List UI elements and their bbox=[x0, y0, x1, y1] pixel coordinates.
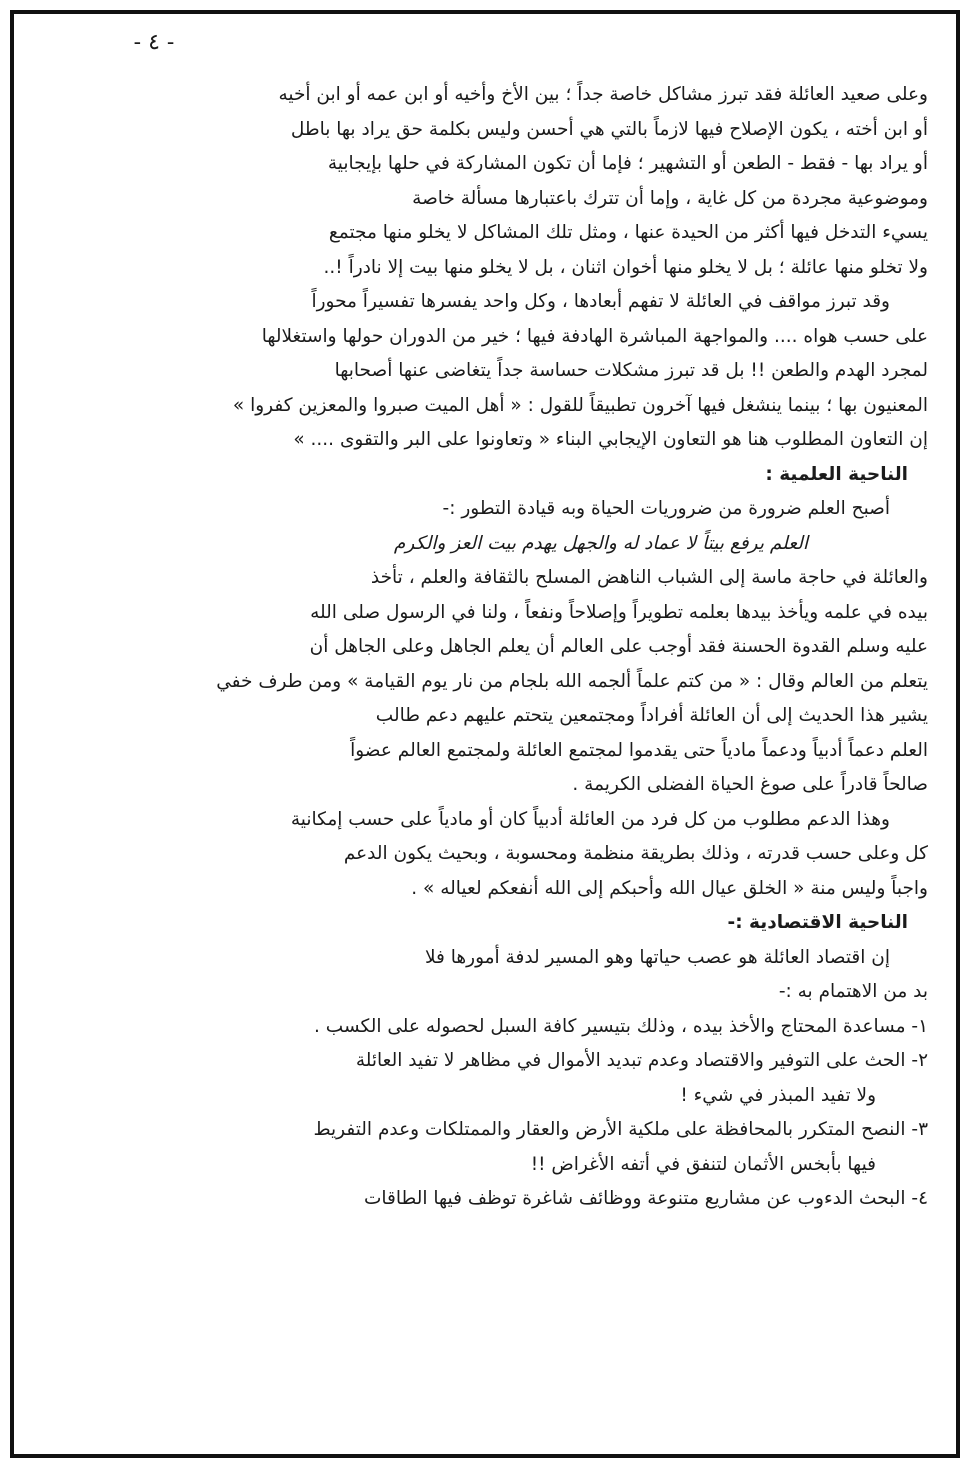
text-line: أو ابن أخته ، يكون الإصلاح فيها لازماً بالتي هي أحسن وليس بكلمة حق يراد بها باطل bbox=[290, 118, 928, 140]
verse-quote-line: العلم يرفع بيتاً لا عماد له والجهل يهدم بيت العز والكرم bbox=[393, 532, 808, 554]
text-line: صالحاً قادراً على صوغ الحياة الفضلى الكريمة . bbox=[572, 774, 928, 795]
section-heading: الناحية الاقتصادية :- bbox=[727, 912, 908, 933]
text-line: والعائلة في حاجة ماسة إلى الشباب الناهض المسلح بالثقافة والعلم ، تأخذ bbox=[370, 567, 928, 588]
text-line: على حسب هواه .... والمواجهة المباشرة الهادفة فيها ؛ خير من الدوران حولها واستغلالها bbox=[261, 325, 928, 347]
text-line: ٤- البحث الدءوب عن مشاريع متنوعة ووظائف شاغرة توظف فيها الطاقات bbox=[363, 1188, 928, 1209]
text-line: المعنيون بها ؛ بينما ينشغل فيها آخرون تطبيقاً للقول : « أهل الميت صبروا والمعزين كفروا » bbox=[232, 394, 928, 416]
text-line: يتعلم من العالم وقال : « من كتم علماً ألجمه الله بلجام من نار يوم القيامة » ومن طرف خفي bbox=[216, 670, 928, 692]
paragraph-start-line: وقد تبرز مواقف في العائلة لا تفهم أبعادها ، وكل واحد يفسرها تفسيراً محوراً bbox=[311, 291, 890, 312]
text-line: إن التعاون المطلوب هنا هو التعاون الإيجابي البناء « وتعاونوا على البر والتقوى .... » bbox=[293, 429, 928, 450]
text-line: واجباً وليس منة « الخلق عيال الله وأحبكم إلى الله أنفعكم لعياله » . bbox=[411, 877, 928, 899]
text-line: ولا تخلو منها عائلة ؛ بل لا يخلو منها أخوان اثنان ، بل لا يخلو منها بيت إلا نادراً !.. bbox=[323, 256, 928, 278]
text-line: يشير هذا الحديث إلى أن العائلة أفراداً ومجتمعين يتحتم عليهم دعم طالب bbox=[375, 705, 928, 726]
page-number: - ٤ - bbox=[133, 30, 175, 55]
text-line: وعلى صعيد العائلة فقد تبرز مشاكل خاصة جداً ؛ بين الأخ وأخيه أو ابن عمه أو ابن أخيه bbox=[278, 84, 928, 105]
text-line: كل وعلى حسب قدرته ، وذلك بطريقة منظمة ومحسوبة ، وبحيث يكون الدعم bbox=[343, 843, 928, 864]
text-line: العلم دعماً أدبياً ودعماً مادياً حتى يقدموا لمجتمع العائلة ولمجتمع العالم عضواً bbox=[350, 739, 928, 761]
text-line: أو يراد بها - فقط - الطعن أو التشهير ؛ فإما أن تكون المشاركة في حلها بإيجابية bbox=[327, 153, 928, 174]
text-line: ١- مساعدة المحتاج والأخذ بيده ، وذلك بتيسير كافة السبل لحصوله على الكسب . bbox=[314, 1015, 928, 1037]
text-line: وموضوعية مجردة من كل غاية ، وإما أن تترك باعتبارها مسألة خاصة bbox=[412, 187, 928, 209]
paragraph-start-line: وهذا الدعم مطلوب من كل فرد من العائلة أدبياً كان أو مادياً على حسب إمكانية bbox=[290, 808, 890, 830]
list-item-continuation: ولا تفيد المبذر في شيء ! bbox=[680, 1084, 876, 1106]
text-line: لمجرد الهدم والطعن !! بل قد تبرز مشكلات حساسة جداً يتغاضى عنها أصحابها bbox=[334, 360, 928, 381]
text-line: عليه وسلم القدوة الحسنة فقد أوجب على العالم أن يعلم الجاهل وعلى الجاهل أن bbox=[309, 636, 928, 657]
text-line: بيده في علمه ويأخذ بيدها بعلمه تطويراً وإصلاحاً ونفعاً ، ولنا في الرسول صلى الله bbox=[310, 601, 928, 623]
document-page bbox=[10, 10, 960, 1458]
text-line: يسيء التدخل فيها أكثر من الحيدة عنها ، ومثل تلك المشاكل لا يخلو منها مجتمع bbox=[328, 222, 928, 243]
list-item-continuation: فيها بأبخس الأثمان لتنفق في أتفه الأغراض !! bbox=[530, 1153, 876, 1175]
text-line: بد من الاهتمام به :- bbox=[778, 981, 928, 1002]
paragraph-start-line: إن اقتصاد العائلة هو عصب حياتها وهو المسير لدفة أمورها فلا bbox=[424, 946, 890, 968]
text-line: ٢- الحث على التوفير والاقتصاد وعدم تبديد الأموال في مظاهر لا تفيد العائلة bbox=[355, 1050, 928, 1071]
text-line: ٣- النصح المتكرر بالمحافظة على ملكية الأرض والعقار والممتلكات وعدم التفريط bbox=[313, 1119, 928, 1140]
paragraph-start-line: أصبح العلم ضرورة من ضروريات الحياة وبه قيادة التطور :- bbox=[442, 498, 890, 519]
section-heading: الناحية العلمية : bbox=[765, 463, 908, 485]
handwritten-body-text bbox=[42, 78, 928, 1217]
